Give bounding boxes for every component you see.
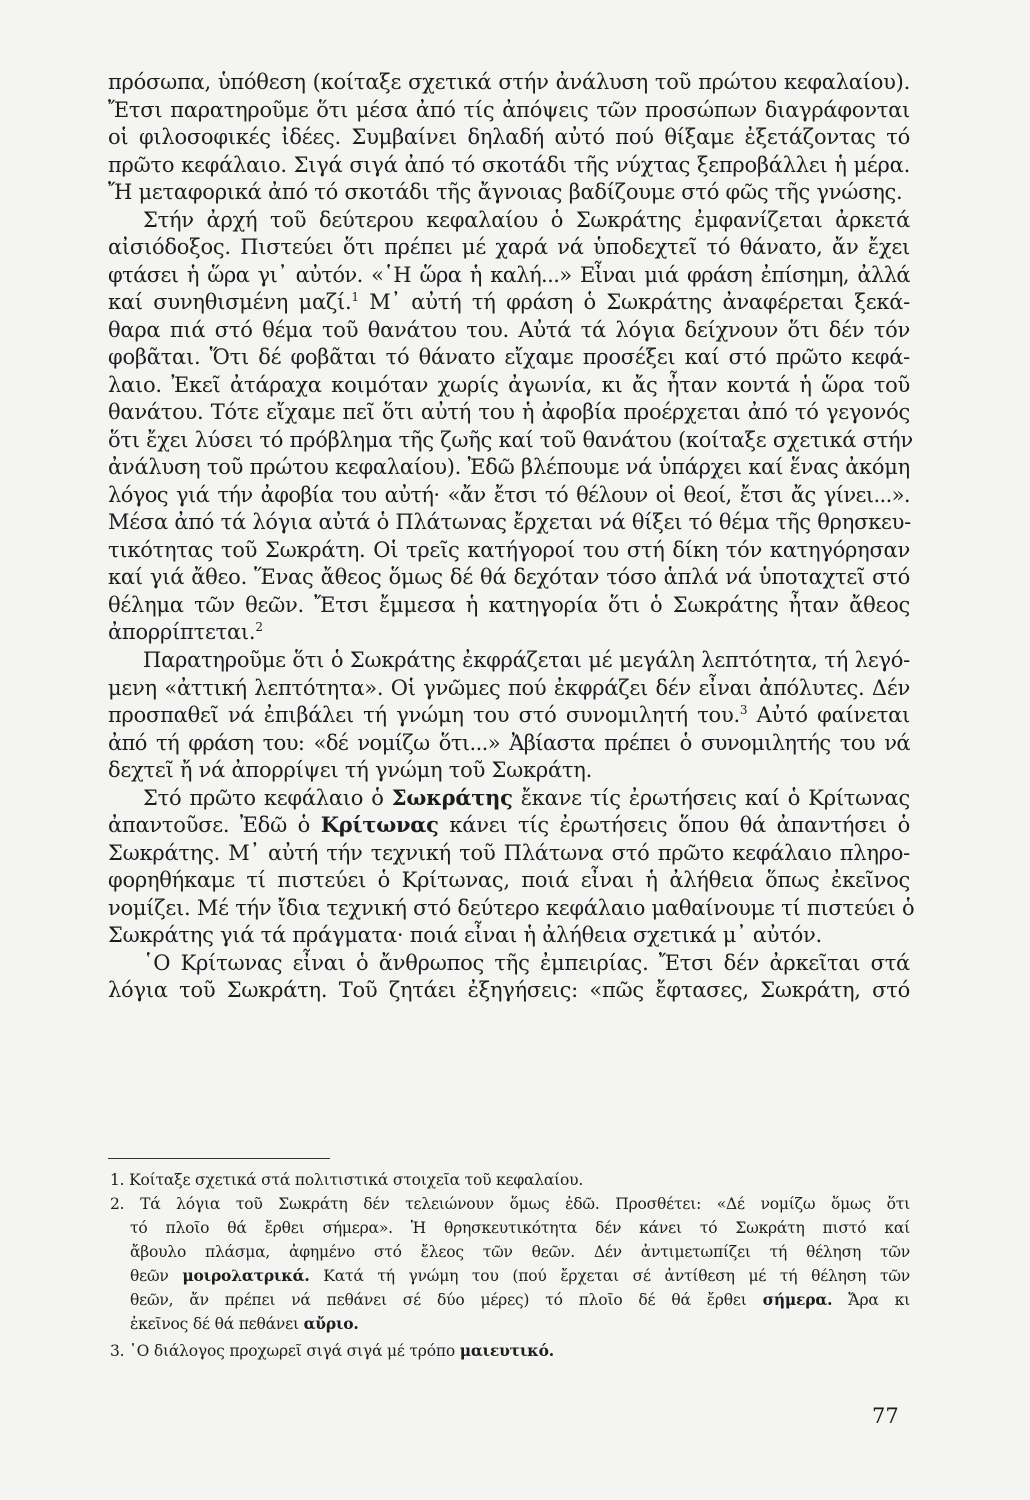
footnote-line bbox=[130, 1290, 910, 1310]
footnote-3 bbox=[110, 1341, 910, 1361]
text-line bbox=[108, 813, 910, 837]
bold-term: μαιευτικό. bbox=[459, 1341, 554, 1360]
footnote-text: Ἄρα κι bbox=[832, 1291, 910, 1309]
text-line: καί γιά ἄθεο. Ἕνας ἄθεος ὅμως δέ θά δεχόταν τόσο ἁπλά νά ὑποταχτεῖ στό bbox=[108, 565, 910, 589]
text-line bbox=[108, 703, 910, 727]
text-line: θέλημα τῶν θεῶν. Ἔτσι ἔμμεσα ἡ κατηγορία ὅτι ὁ Σωκράτης ἦταν ἄθεος bbox=[108, 593, 910, 617]
text-span: ἀπορρίπτεται. bbox=[108, 620, 256, 644]
text-line: λόγια τοῦ Σωκράτη. Τοῦ ζητάει ἐξηγήσεις: «πῶς ἔφτασες, Σωκράτη, στό bbox=[108, 978, 910, 1002]
text-line: ἀνάλυση τοῦ πρώτου κεφαλαίου). Ἐδῶ βλέπουμε νά ὑπάρχει καί ἕνας ἀκόμη bbox=[108, 455, 910, 479]
text-span: Αὐτό φαίνεται bbox=[747, 703, 910, 727]
text-line: θανάτου. Τότε εἴχαμε πεῖ ὅτι αὐτή του ἡ ἀφοβία προέρχεται ἀπό τό γεγονός bbox=[108, 400, 910, 424]
footnote-2 bbox=[110, 1194, 910, 1214]
text-line bbox=[143, 786, 910, 810]
text-line: δεχτεῖ ἤ νά ἀπορρίψει τή γνώμη τοῦ Σωκράτη. bbox=[108, 758, 593, 782]
text-line: οἱ φιλοσοφικές ἰδέες. Συμβαίνει δηλαδή αὐτό πού θίξαμε ἐξετάζοντας τό bbox=[108, 125, 910, 149]
footnote-number: 3. bbox=[110, 1342, 125, 1360]
footnote-1 bbox=[110, 1170, 910, 1190]
text-line: ἀπό τή φράση του: «δέ νομίζω ὅτι...» Ἀβίαστα πρέπει ὁ συνομιλητής του νά bbox=[108, 731, 910, 755]
text-line: Μέσα ἀπό τά λόγια αὐτά ὁ Πλάτωνας ἔρχεται νά θίξει τό θέμα τῆς θρησκευ- bbox=[108, 510, 912, 534]
text-line: τικότητας τοῦ Σωκράτη. Οἱ τρεῖς κατήγοροί του στή δίκη τόν κατηγόρησαν bbox=[108, 538, 910, 562]
page-number: 77 bbox=[872, 1404, 899, 1428]
footnote-ref: 2 bbox=[255, 620, 263, 634]
bold-term: Σωκράτης bbox=[391, 785, 513, 810]
footnote-text: θεῶν bbox=[130, 1267, 183, 1285]
bold-term: μοιρολατρικά. bbox=[182, 1266, 310, 1285]
text-span: Στό πρῶτο κεφάλαιο ὁ bbox=[143, 786, 392, 810]
text-line: Σωκράτης. Μ᾿ αὐτή τήν τεχνική τοῦ Πλάτωνα στό πρῶτο κεφάλαιο πληρο- bbox=[108, 841, 910, 865]
text-line: Στήν ἀρχή τοῦ δεύτερου κεφαλαίου ὁ Σωκράτης ἐμφανίζεται ἀρκετά bbox=[143, 208, 910, 232]
text-span: καί συνηθισμένη μαζί. bbox=[108, 290, 352, 314]
text-span: Μ᾿ αὐτή τή φράση ὁ Σωκράτης ἀναφέρεται ξεκά- bbox=[358, 290, 910, 314]
text-line: ῾Ο Κρίτωνας εἶναι ὁ ἄνθρωπος τῆς ἐμπειρίας. Ἔτσι δέν ἀρκεῖται στά bbox=[143, 951, 910, 975]
footnote-line bbox=[130, 1314, 910, 1334]
bold-term: σήμερα. bbox=[762, 1290, 833, 1309]
footnote-text: Κοίταξε σχετικά στά πολιτιστικά στοιχεῖα τοῦ κεφαλαίου. bbox=[124, 1171, 584, 1189]
text-line: αἰσιόδοξος. Πιστεύει ὅτι πρέπει μέ χαρά νά ὑποδεχτεῖ τό θάνατο, ἄν ἔχει bbox=[108, 235, 910, 259]
text-span: ἀπαντοῦσε. Ἐδῶ ὁ bbox=[108, 813, 321, 837]
footnote-line: ἄβουλο πλάσμα, ἀφημένο στό ἔλεος τῶν θεῶν. Δέν ἀντιμετωπίζει τή θέληση τῶν bbox=[130, 1243, 910, 1261]
footnote-text: θεῶν, ἄν πρέπει νά πεθάνει σέ δύο μέρες) τό πλοῖο δέ θά ἔρθει bbox=[130, 1291, 763, 1309]
text-line: Σωκράτης γιά τά πράγματα· ποιά εἶναι ἡ ἀλήθεια σχετικά μ᾿ αὐτόν. bbox=[108, 923, 822, 947]
text-line bbox=[108, 620, 910, 644]
text-line: θαρα πιά στό θέμα τοῦ θανάτου του. Αὐτά τά λόγια δείχνουν ὅτι δέν τόν bbox=[108, 318, 910, 342]
text-line bbox=[108, 290, 910, 314]
footnote-number: 2. bbox=[110, 1195, 125, 1213]
footnote-ref: 1 bbox=[351, 290, 359, 304]
text-line: ὅτι ἔχει λύσει τό πρόβλημα τῆς ζωῆς καί τοῦ θανάτου (κοίταξε σχετικά στήν bbox=[108, 428, 913, 452]
footnote-line bbox=[130, 1266, 910, 1286]
footnote-divider bbox=[108, 1158, 330, 1159]
bold-term: Κρίτωνας bbox=[320, 812, 439, 837]
bold-term: αὔριο. bbox=[303, 1314, 359, 1333]
text-line: φτάσει ἡ ὥρα γι᾿ αὐτόν. «῾Η ὥρα ἡ καλή...» Εἶναι μιά φράση ἐπίσημη, ἀλλά bbox=[108, 263, 910, 287]
text-span: κάνει τίς ἐρωτήσεις ὅπου θά ἀπαντήσει ὁ bbox=[438, 813, 910, 837]
text-line: Παρατηροῦμε ὅτι ὁ Σωκράτης ἐκφράζεται μέ μεγάλη λεπτότητα, τή λεγό- bbox=[143, 648, 910, 672]
footnote-text: Τά λόγια τοῦ Σωκράτη δέν τελειώνουν ὅμως ἐδῶ. Προσθέτει: «Δέ νομίζω ὅμως ὅτι bbox=[124, 1195, 910, 1213]
text-line: φορηθήκαμε τί πιστεύει ὁ Κρίτωνας, ποιά εἶναι ἡ ἀλήθεια ὅπως ἐκεῖνος bbox=[108, 868, 910, 892]
text-line: Ἤ μεταφορικά ἀπό τό σκοτάδι τῆς ἄγνοιας βαδίζουμε στό φῶς τῆς γνώσης. bbox=[108, 180, 903, 204]
text-line: νομίζει. Μέ τήν ἴδια τεχνική στό δεύτερο κεφάλαιο μαθαίνουμε τί πιστεύει ὁ bbox=[108, 896, 915, 920]
text-span: προσπαθεῖ νά ἐπιβάλει τή γνώμη του στό συνομιλητή του. bbox=[108, 703, 740, 727]
footnote-text: ῾Ο διάλογος προχωρεῖ σιγά σιγά μέ τρόπο bbox=[124, 1342, 460, 1360]
footnote-text: ἐκεῖνος δέ θά πεθάνει bbox=[130, 1315, 304, 1333]
text-line: λαιο. Ἐκεῖ ἀτάραχα κοιμόταν χωρίς ἀγωνία, κι ἄς ἦταν κοντά ἡ ὥρα τοῦ bbox=[108, 373, 910, 397]
text-line: πρῶτο κεφάλαιο. Σιγά σιγά ἀπό τό σκοτάδι τῆς νύχτας ξεπροβάλλει ἡ μέρα. bbox=[108, 153, 910, 177]
text-line: πρόσωπα, ὑπόθεση (κοίταξε σχετικά στήν ἀνάλυση τοῦ πρώτου κεφαλαίου). bbox=[108, 70, 910, 94]
text-line: λόγος γιά τήν ἀφοβία του αὐτή· «ἄν ἔτσι τό θέλουν οἱ θεοί, ἔτσι ἄς γίνει...». bbox=[108, 483, 910, 507]
footnote-text: Κατά τή γνώμη του (πού ἔρχεται σέ ἀντίθεση μέ τή θέληση τῶν bbox=[309, 1267, 910, 1285]
text-line: μενη «ἀττική λεπτότητα». Οἱ γνῶμες πού ἐκφράζει δέν εἶναι ἀπόλυτες. Δέν bbox=[108, 676, 910, 700]
text-line: Ἔτσι παρατηροῦμε ὅτι μέσα ἀπό τίς ἀπόψεις τῶν προσώπων διαγράφονται bbox=[108, 98, 910, 122]
text-line: φοβᾶται. Ὅτι δέ φοβᾶται τό θάνατο εἴχαμε προσέξει καί στό πρῶτο κεφά- bbox=[108, 345, 910, 369]
footnote-number: 1. bbox=[110, 1171, 125, 1189]
text-span: ἔκανε τίς ἐρωτήσεις καί ὁ Κρίτωνας bbox=[512, 786, 910, 810]
footnote-ref: 3 bbox=[739, 703, 748, 717]
footnote-line: τό πλοῖο θά ἔρθει σήμερα». Ἡ θρησκευτικότητα δέν κάνει τό Σωκράτη πιστό καί bbox=[130, 1219, 910, 1237]
